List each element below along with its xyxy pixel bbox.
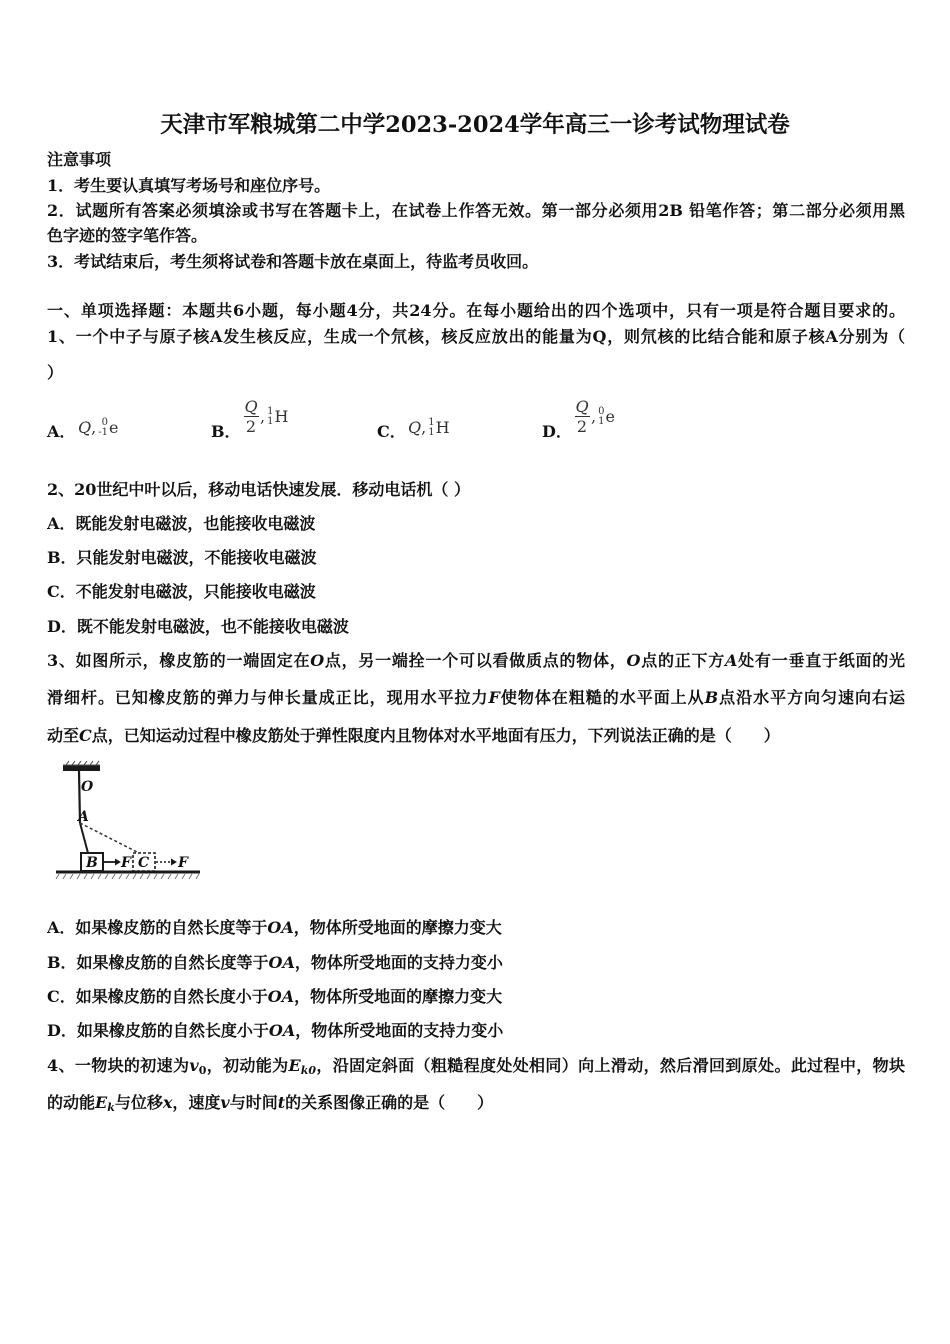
q1-option-b-nuclide [260, 405, 288, 429]
charge-number: 1 [267, 416, 274, 427]
velocity-symbol: v [189, 1056, 199, 1075]
text: 与时间 [229, 1093, 278, 1112]
energy-symbol: Q [408, 418, 422, 437]
text: ，沿固定斜面（粗糙程度处处相同）向上滑动，然后滑回到原处。此过程中，物块 [316, 1056, 905, 1075]
q2-option-b: B．只能发射电磁波，不能接收电磁波 [47, 548, 317, 567]
q3-figure-rubber-band [47, 760, 207, 884]
q3-stem-line-3 [47, 725, 780, 747]
nuclide-numbers [267, 407, 273, 427]
nuclide-numbers [428, 418, 434, 438]
text: ，初动能为 [206, 1056, 289, 1075]
notice-heading: 注意事项 [47, 150, 112, 169]
q1-option-a-label: A． [47, 422, 76, 441]
time-symbol: t [277, 1093, 286, 1112]
comma: , [91, 418, 97, 437]
q1-stem-line-2: ） [47, 363, 64, 382]
q1-option-c-value [408, 416, 450, 440]
text: 4、一物块的初速为 [47, 1056, 190, 1075]
text: 的动能 [47, 1093, 96, 1112]
segment-oa: OA [268, 953, 295, 972]
text: ，物体所受地面的摩擦力变大 [293, 918, 502, 937]
segment-oa: OA [268, 1021, 296, 1040]
fraction-denominator: 2 [576, 417, 588, 436]
mass-number: 1 [267, 406, 274, 417]
text: A．如果橡皮筋的自然长度等于 [47, 918, 268, 937]
label-o: O [81, 779, 94, 795]
q4-stem-line-2 [47, 1092, 493, 1114]
q1-stem-line-1: 1、一个中子与原子核A发生核反应，生成一个氘核，核反应放出的能量为Q，则氘核的比结合能和原子核A分别为（ [47, 327, 905, 346]
text: D．如果橡皮筋的自然长度小于 [47, 1021, 269, 1040]
text: ，物体所受地面的支持力变小 [295, 1021, 504, 1040]
segment-oa: OA [267, 987, 295, 1006]
nuclide-numbers [98, 418, 108, 438]
particle-symbol: H [435, 418, 450, 437]
q3-stem-line-2 [47, 687, 905, 709]
fraction-denominator: 2 [245, 417, 257, 436]
notice-item-1: 1．考生要认真填写考场号和座位序号。 [47, 176, 331, 195]
label-c: C [138, 855, 150, 871]
charge-number: 1 [598, 416, 605, 427]
energy-symbol: E [288, 1056, 301, 1075]
particle-symbol: e [108, 418, 119, 437]
label-b: B [86, 855, 98, 871]
point-o: O [626, 651, 641, 670]
rubber-band-to-c [80, 823, 139, 853]
notice-item-2-line-1: 2．试题所有答案必须填涂或书写在答题卡上，在试卷上作答无效。第一部分必须用2B 铅笔作答；第二部分必须用黑 [47, 201, 905, 220]
text: 与位移 [114, 1093, 163, 1112]
subscript: 0 [198, 1064, 207, 1077]
notice-item-3: 3．考试结束后，考生须将试卷和答题卡放在桌面上，待监考员收回。 [47, 252, 539, 271]
text: 处有一垂直于纸面的光 [737, 651, 905, 670]
point-c: C [79, 726, 92, 745]
q3-option-d [47, 1020, 503, 1042]
text: 3、如图所示，橡皮筋的一端固定在 [47, 651, 311, 670]
subscript: k0 [300, 1064, 316, 1077]
text: 动至 [47, 726, 80, 745]
text: C．如果橡皮筋的自然长度小于 [47, 987, 268, 1006]
text: 点，另一端拴一个可以看做质点的物体， [324, 651, 627, 670]
notice-item-2-line-2: 色字迹的签字笔作答。 [47, 226, 208, 245]
point-b: B [704, 688, 719, 707]
text: ，物体所受地面的支持力变小 [294, 953, 503, 972]
energy-symbol: Q [78, 418, 92, 437]
charge-number: -1 [98, 427, 108, 438]
velocity-symbol: v [220, 1093, 230, 1112]
q2-stem: 2、20世纪中叶以后，移动电话快速发展．移动电话机（ ） [47, 480, 470, 499]
q1-option-d-fraction [574, 397, 590, 437]
q1-option-a-value [78, 416, 118, 440]
q3-option-c [47, 986, 502, 1008]
force-f: F [488, 688, 500, 707]
q1-option-d-label: D． [542, 422, 572, 441]
subscript: k [107, 1101, 115, 1114]
q1-option-b-label: B． [211, 422, 241, 441]
q3-stem-line-1 [47, 650, 905, 672]
point-o: O [310, 651, 325, 670]
text: B．如果橡皮筋的自然长度等于 [47, 953, 269, 972]
text: ，物体所受地面的摩擦力变大 [294, 987, 503, 1006]
q2-option-c: C．不能发射电磁波，只能接收电磁波 [47, 582, 316, 601]
comma: , [421, 418, 427, 437]
rubber-band-to-b [80, 823, 88, 853]
nuclide-numbers [598, 407, 604, 427]
section-heading: 一、单项选择题：本题共6小题，每小题4分，共24分。在每小题给出的四个选项中，只有一项是符合题目要求的。 [47, 301, 905, 320]
label-f-at-c: F [178, 855, 188, 871]
exam-title: 天津市军粮城第二中学2023-2024学年高三一诊考试物理试卷 [160, 112, 790, 138]
particle-symbol: e [605, 407, 615, 426]
text: 滑细杆。已知橡皮筋的弹力与伸长量成正比，现用水平拉力 [47, 688, 489, 707]
text: ，速度 [172, 1093, 221, 1112]
label-a: A [78, 809, 89, 825]
q1-option-d-nuclide [591, 405, 615, 429]
particle-symbol: H [274, 407, 289, 426]
energy-symbol: E [95, 1093, 108, 1112]
segment-oa: OA [267, 918, 294, 937]
mass-number: 0 [101, 417, 108, 428]
q1-option-c-label: C． [377, 422, 406, 441]
fraction-numerator: Q [575, 397, 589, 416]
point-a: A [725, 651, 738, 670]
q1-option-b-fraction [243, 397, 259, 437]
mass-number: 1 [428, 417, 435, 428]
displacement-symbol: x [162, 1093, 173, 1112]
comma: , [260, 407, 266, 426]
text: 使物体在粗糙的水平面上从 [499, 688, 705, 707]
q3-option-b [47, 952, 503, 974]
mass-number: 0 [598, 406, 605, 417]
fraction-numerator: Q [244, 397, 258, 416]
label-f-at-b: F [121, 855, 131, 871]
text: 点沿水平方向匀速向右运 [718, 688, 905, 707]
text: 点，已知运动过程中橡皮筋处于弹性限度内且物体对水平地面有压力，下列说法正确的是（ ） [91, 726, 780, 745]
arrowhead-icon [171, 859, 177, 866]
charge-number: 1 [428, 427, 435, 438]
q3-option-a [47, 917, 502, 939]
text: 点的正下方 [640, 651, 725, 670]
q4-stem-line-1 [47, 1055, 905, 1077]
q2-option-d: D．既不能发射电磁波，也不能接收电磁波 [47, 617, 349, 636]
comma: , [591, 407, 597, 426]
ground [56, 872, 200, 879]
text: 的关系图像正确的是（ ） [285, 1093, 494, 1112]
ceiling-support [63, 761, 100, 771]
q2-option-a: A．既能发射电磁波，也能接收电磁波 [47, 514, 316, 533]
